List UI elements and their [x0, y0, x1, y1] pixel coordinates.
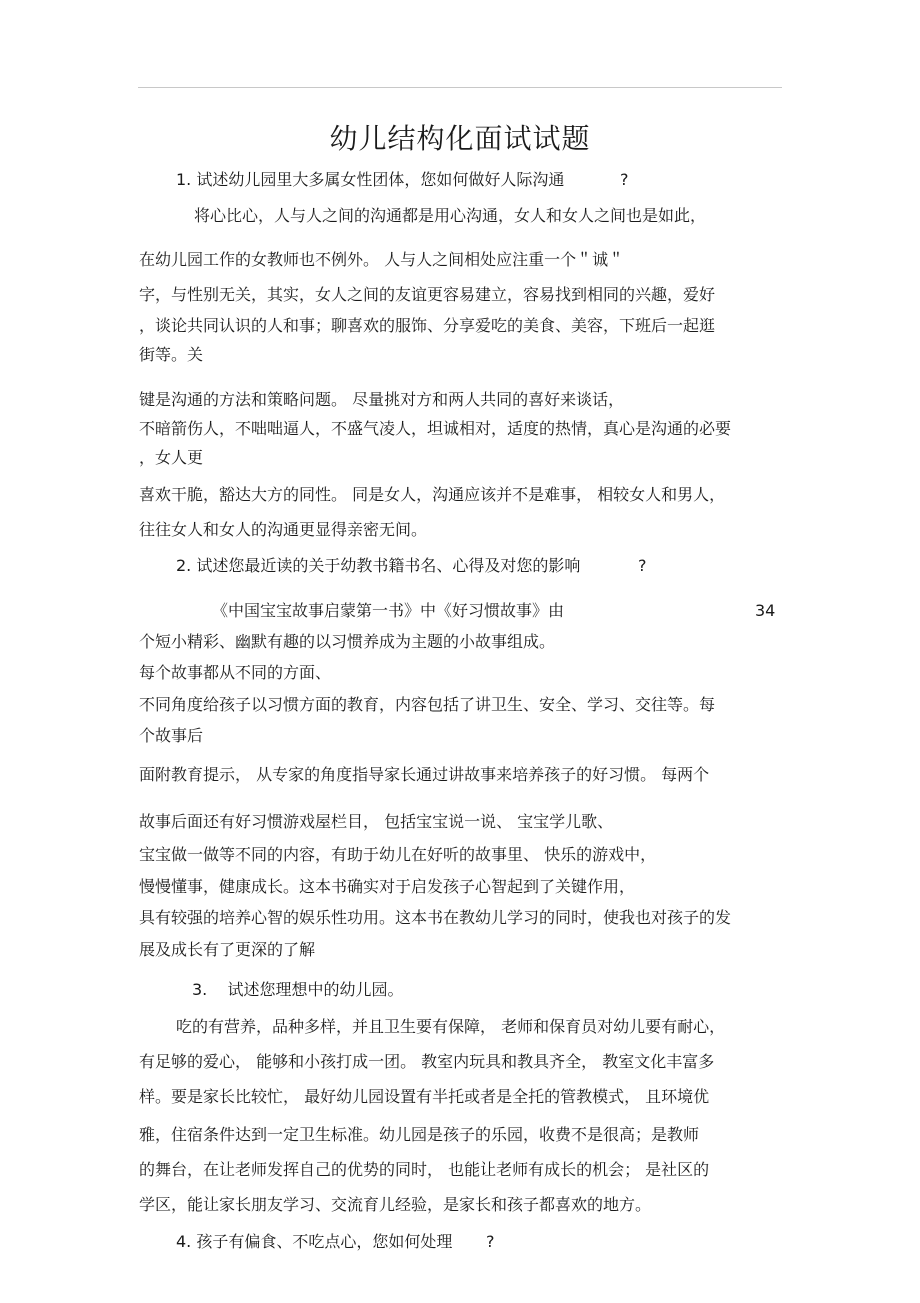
- question-number: 3.: [192, 980, 208, 999]
- answer-line: 《中国宝宝故事启蒙第一书》中《好习惯故事》由: [212, 601, 565, 620]
- answer-line: 有足够的爱心， 能够和小孩打成一团。 教室内玩具和教具齐全， 教室文化丰富多: [139, 1052, 715, 1071]
- answer-line: 雅，住宿条件达到一定卫生标准。幼儿园是孩子的乐园，收费不是很高；是教师: [139, 1125, 700, 1144]
- answer-line: 不暗箭伤人，不咄咄逼人，不盛气凌人，坦诚相对，适度的热情，真心是沟通的必要: [139, 419, 732, 438]
- answer-line: 键是沟通的方法和策略问题。 尽量挑对方和两人共同的喜好来谈话，: [139, 390, 625, 409]
- answer-line: 往往女人和女人的沟通更显得亲密无间。: [139, 520, 428, 539]
- question-1: [176, 170, 564, 190]
- answer-line: 不同角度给孩子以习惯方面的教育，内容包括了讲卫生、安全、学习、交往等。每: [139, 695, 716, 714]
- answer-line: 展及成长有了更深的了解: [139, 940, 316, 959]
- question-text: 试述幼儿园里大多属女性团体，您如何做好人际沟通: [196, 170, 565, 189]
- question-4: [176, 1232, 452, 1252]
- question-number: 4.: [176, 1232, 192, 1251]
- question-text: 试述您最近读的关于幼教书籍书名、心得及对您的影响: [196, 556, 581, 575]
- question-mark: ?: [486, 1232, 495, 1251]
- answer-line: 将心比心，人与人之间的沟通都是用心沟通，女人和女人之间也是如此，: [194, 206, 707, 225]
- answer-line: 面附教育提示， 从专家的角度指导家长通过讲故事来培养孩子的好习惯。 每两个: [139, 765, 710, 784]
- answer-line: 每个故事都从不同的方面、: [139, 663, 332, 682]
- answer-line: 字，与性别无关，其实，女人之间的友谊更容易建立，容易找到相同的兴趣，爱好: [139, 285, 716, 304]
- question-text: 孩子有偏食、不吃点心，您如何处理: [196, 1232, 453, 1251]
- question-text: 试述您理想中的幼儿园。: [227, 980, 404, 999]
- answer-line: 故事后面还有好习惯游戏屋栏目， 包括宝宝说一说、 宝宝学儿歌、: [139, 812, 614, 831]
- question-number: 2.: [176, 556, 192, 575]
- header-rule: [138, 87, 782, 88]
- answer-line: 具有较强的培养心智的娱乐性功用。这本书在教幼儿学习的同时，使我也对孩子的发: [139, 908, 732, 927]
- answer-line: 慢慢懂事，健康成长。这本书确实对于启发孩子心智起到了关键作用，: [139, 877, 636, 896]
- answer-line: 样。要是家长比较忙， 最好幼儿园设置有半托或者是全托的管教模式， 且环境优: [139, 1087, 710, 1106]
- question-2: [176, 556, 580, 576]
- question-mark: ?: [620, 170, 629, 189]
- answer-line: 的舞台，在让老师发挥自己的优势的同时， 也能让老师有成长的机会； 是社区的: [139, 1160, 710, 1179]
- page-title: 幼儿结构化面试试题: [329, 122, 591, 155]
- answer-line: 个短小精彩、幽默有趣的以习惯养成为主题的小故事组成。: [139, 632, 556, 651]
- question-mark: ?: [638, 556, 647, 575]
- answer-line: ，谈论共同认识的人和事；聊喜欢的服饰、分享爱吃的美食、美容，下班后一起逛: [139, 316, 716, 335]
- answer-line: ，女人更: [139, 448, 204, 467]
- answer-line: 宝宝做一做等不同的内容，有助于幼儿在好听的故事里、 快乐的游戏中，: [139, 845, 657, 864]
- answer-line: 喜欢干脆，豁达大方的同性。 同是女人，沟通应该并不是难事， 相较女人和男人，: [139, 485, 726, 504]
- answer-line: 在幼儿园工作的女教师也不例外。 人与人之间相处应注重一个＂诚＂: [139, 250, 625, 269]
- question-3: [192, 980, 403, 1000]
- answer-line: 学区，能让家长朋友学习、交流育儿经验，是家长和孩子都喜欢的地方。: [139, 1195, 652, 1214]
- question-number: 1.: [176, 170, 192, 189]
- answer-line: 街等。关: [139, 345, 204, 364]
- answer-line: 吃的有营养，品种多样，并且卫生要有保障， 老师和保育员对幼儿要有耐心，: [176, 1017, 726, 1036]
- answer-line: 个故事后: [139, 726, 204, 745]
- story-count: 34: [755, 601, 776, 620]
